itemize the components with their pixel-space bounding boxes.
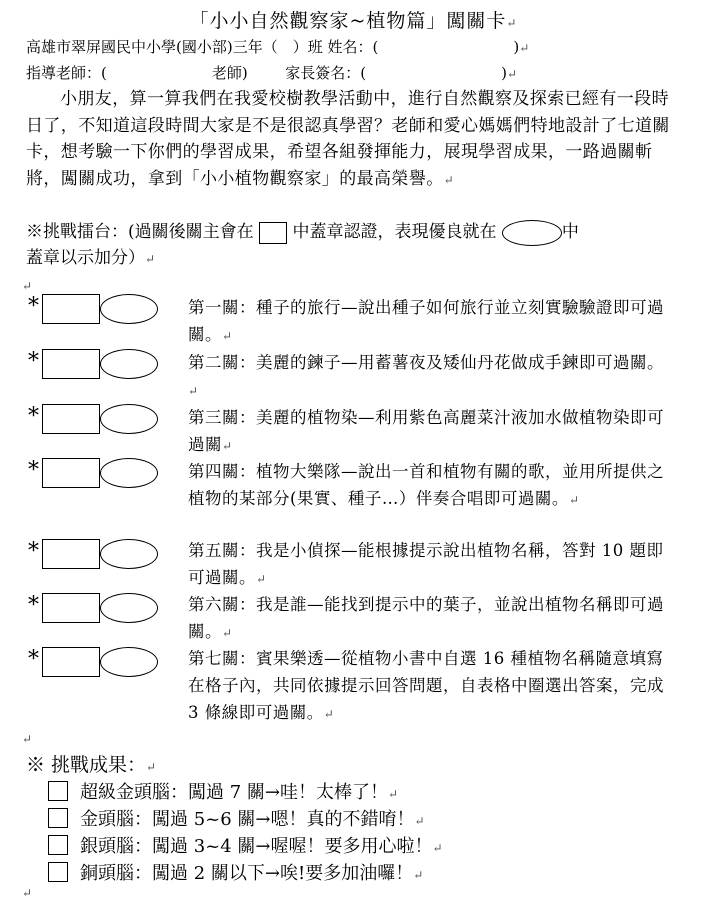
level-text: 第三關：美麗的植物染—利用紫色高麗菜汁液加水做植物染即可過關↵ bbox=[188, 408, 664, 454]
stamp-square-icon bbox=[42, 647, 100, 677]
star-bullet: * bbox=[28, 539, 39, 564]
stamp-oval-icon bbox=[100, 294, 158, 324]
level-text: 第六關：我是誰—能找到提示中的葉子，並說出植物名稱即可過關。↵ bbox=[188, 595, 664, 641]
stamp-oval-icon bbox=[100, 539, 158, 569]
stamp-square-icon bbox=[42, 294, 100, 324]
paragraph-mark: ↵ bbox=[443, 172, 455, 187]
stamp-oval-icon bbox=[502, 220, 562, 246]
stamp-square-icon bbox=[42, 458, 100, 488]
result-item: 銅頭腦：闖過 2 關以下→唉!要多加油囉！↵ bbox=[48, 859, 423, 885]
stamp-square-icon bbox=[42, 593, 100, 623]
challenge-arena-note: ※挑戰擂台：(過關後關主會在 中蓋章認證，表現優良就在 中 蓋章以示加分）↵ bbox=[26, 219, 686, 271]
result-checkbox[interactable] bbox=[48, 808, 68, 828]
level-text: 第四關：植物大樂隊—說出一首和植物有關的歌，並用所提供之植物的某部分(果實、種子…）伴奏合唱即可過關。↵ bbox=[188, 462, 664, 508]
result-checkbox[interactable] bbox=[48, 862, 68, 882]
star-bullet: * bbox=[28, 349, 39, 374]
level-text: 第一關：種子的旅行—說出種子如何旅行並立刻實驗驗證即可過關。↵ bbox=[188, 298, 664, 344]
paragraph-mark: ↵ bbox=[22, 886, 33, 900]
page-title: 「小小自然觀察家~植物篇」闖關卡↵ bbox=[189, 10, 518, 32]
stamp-oval-icon bbox=[100, 647, 158, 677]
paragraph-mark: ↵ bbox=[22, 732, 33, 746]
teacher-parent-line: 指導老師：( 老師) 家長簽名：( )↵ bbox=[26, 64, 518, 82]
paragraph-mark: ↵ bbox=[145, 252, 156, 266]
stamp-square-icon bbox=[42, 539, 100, 569]
star-bullet: * bbox=[28, 404, 39, 429]
stamp-square-icon bbox=[42, 349, 100, 379]
result-item: 銀頭腦：闖過 3~4 關→喔喔！要多用心啦！↵ bbox=[48, 832, 443, 858]
star-bullet: * bbox=[28, 647, 39, 672]
star-bullet: * bbox=[28, 458, 39, 483]
stamp-square-icon bbox=[42, 404, 100, 434]
school-class-name-line: 高雄市翠屏國民中小學(國小部)三年（ ）班 姓名：( )↵ bbox=[26, 38, 530, 56]
star-bullet: * bbox=[28, 294, 39, 319]
result-item: 金頭腦：闖過 5~6 關→嗯！真的不錯唷！↵ bbox=[48, 805, 425, 831]
stamp-oval-icon bbox=[100, 349, 158, 379]
result-checkbox[interactable] bbox=[48, 835, 68, 855]
level-text: 第五關：我是小偵探—能根據提示說出植物名稱，答對 10 題即可過關。↵ bbox=[188, 541, 664, 587]
paragraph-mark: ↵ bbox=[507, 67, 518, 81]
paragraph-mark: ↵ bbox=[22, 279, 33, 293]
intro-paragraph: 小朋友，算一算我們在我愛校樹教學活動中，進行自然觀察及探索已經有一段時日了，不知道這段時間大家是不是很認真學習？老師和愛心媽媽們特地設計了七道關卡，想考驗一下你們的學習成果，希望各組發揮能力，展現學習成果，一路過關斬將，闖關成功，拿到「小小植物觀察家」的最高榮譽。↵ bbox=[26, 89, 670, 189]
paragraph-mark: ↵ bbox=[506, 16, 518, 30]
stamp-oval-icon bbox=[100, 593, 158, 623]
stamp-oval-icon bbox=[100, 458, 158, 488]
level-text: 第七關：賓果樂透—從植物小書中自選 16 種植物名稱隨意填寫在格子內，共同依據提示回答問題，自表格中圈選出答案，完成 3 條線即可過關。↵ bbox=[188, 649, 664, 722]
result-checkbox[interactable] bbox=[48, 781, 68, 801]
stamp-square-icon bbox=[259, 222, 287, 244]
result-item: 超級金頭腦：闖過 7 關→哇！太棒了！↵ bbox=[48, 778, 398, 804]
star-bullet: * bbox=[28, 593, 39, 618]
level-text: 第二關：美麗的鍊子—用蓄薯夜及矮仙丹花做成手鍊即可過關。↵ bbox=[188, 353, 664, 398]
results-heading: ※ 挑戰成果：↵ bbox=[26, 754, 157, 776]
paragraph-mark: ↵ bbox=[519, 41, 530, 55]
stamp-oval-icon bbox=[100, 404, 158, 434]
